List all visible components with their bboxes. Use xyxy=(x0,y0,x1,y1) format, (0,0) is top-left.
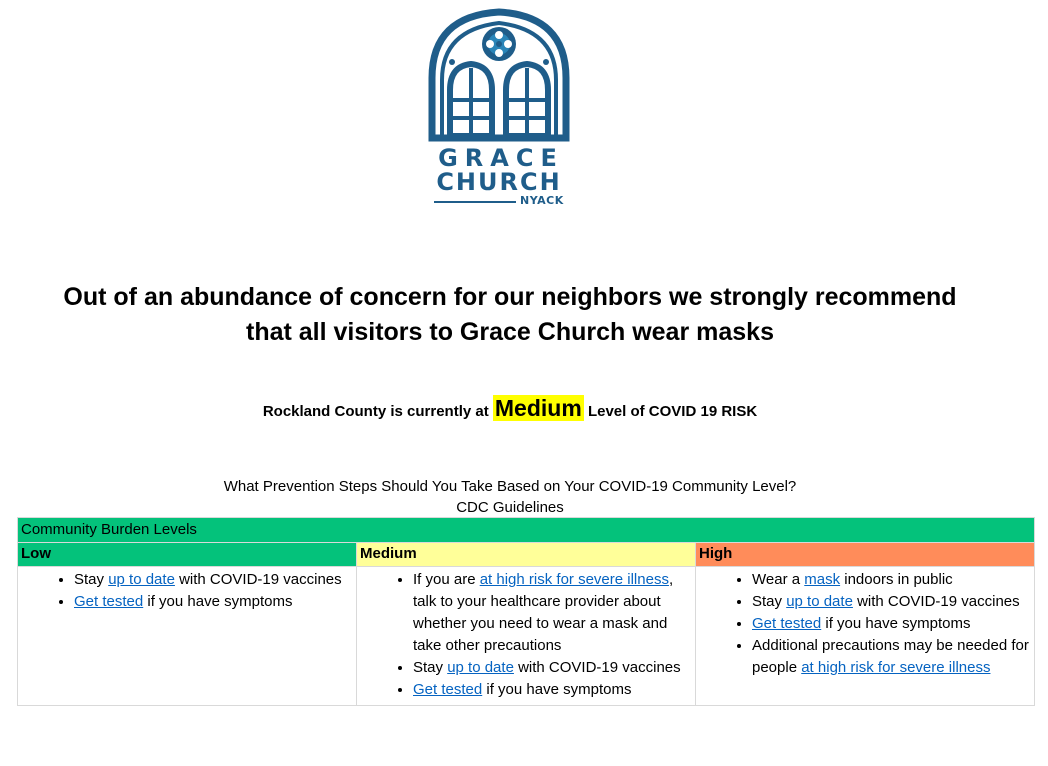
get-tested-link[interactable]: Get tested xyxy=(413,681,483,698)
item-text: if you have symptoms xyxy=(482,681,632,698)
headline-line-1: Out of an abundance of concern for our neighbors we strongly recommend xyxy=(63,283,957,311)
prevention-heading xyxy=(0,476,1020,518)
logo-text-grace: GRACE xyxy=(438,144,564,172)
list-item xyxy=(413,679,695,701)
item-text: with COVID-19 vaccines xyxy=(174,571,342,588)
item-text: indoors in public xyxy=(840,571,953,588)
item-text: Stay xyxy=(752,593,787,610)
get-tested-link[interactable]: Get tested xyxy=(752,615,822,632)
medium-cell xyxy=(357,567,696,706)
risk-level-highlight: Medium xyxy=(494,395,582,421)
low-cell xyxy=(18,567,357,706)
risk-statement xyxy=(0,395,1020,422)
church-logo xyxy=(424,8,574,208)
list-item xyxy=(413,657,695,679)
low-header: Low xyxy=(18,543,357,567)
item-text: if you have symptoms xyxy=(821,615,971,632)
list-item xyxy=(74,569,356,591)
high-risk-link[interactable]: at high risk for severe illness xyxy=(479,571,669,588)
logo-underline xyxy=(434,201,516,203)
list-item xyxy=(752,569,1034,591)
community-levels-table xyxy=(17,517,1035,706)
item-text: Stay xyxy=(74,571,109,588)
item-text: If you are xyxy=(413,571,480,588)
up-to-date-link[interactable]: up to date xyxy=(108,571,175,588)
item-text: Additional precautions may be needed for people xyxy=(752,637,1029,676)
list-item xyxy=(413,569,695,657)
item-text: Stay xyxy=(413,659,448,676)
logo-text-church: CHURCH xyxy=(436,168,562,196)
item-text: with COVID-19 vaccines xyxy=(852,593,1020,610)
high-header: High xyxy=(696,543,1035,567)
item-text: , talk to your healthcare provider about whether you need to wear a mask and take other precautions xyxy=(413,571,674,654)
headline xyxy=(0,280,1020,350)
medium-list xyxy=(357,569,695,701)
up-to-date-link[interactable]: up to date xyxy=(447,659,514,676)
up-to-date-link[interactable]: up to date xyxy=(786,593,853,610)
high-cell xyxy=(696,567,1035,706)
risk-prefix: Rockland County is currently at xyxy=(262,403,489,420)
logo-text-nyack: NYACK xyxy=(520,194,564,207)
item-text: if you have symptoms xyxy=(143,593,293,610)
list-item xyxy=(752,613,1034,635)
high-risk-link[interactable]: at high risk for severe illness xyxy=(801,659,991,676)
get-tested-link[interactable]: Get tested xyxy=(74,593,144,610)
item-text: Wear a xyxy=(752,571,805,588)
list-item xyxy=(74,591,356,613)
church-window-icon xyxy=(424,8,574,148)
low-list xyxy=(18,569,356,613)
risk-suffix: Level of COVID 19 RISK xyxy=(587,403,758,420)
mask-link[interactable]: mask xyxy=(804,571,841,588)
medium-header: Medium xyxy=(357,543,696,567)
list-item xyxy=(752,591,1034,613)
prevention-question: What Prevention Steps Should You Take Based on Your COVID-19 Community Level? xyxy=(223,478,797,495)
item-text: with COVID-19 vaccines xyxy=(513,659,681,676)
list-item xyxy=(752,635,1034,679)
headline-line-2: that all visitors to Grace Church wear masks xyxy=(246,318,774,346)
prevention-source: CDC Guidelines xyxy=(456,499,564,516)
table-title: Community Burden Levels xyxy=(18,518,1035,543)
high-list xyxy=(696,569,1034,679)
